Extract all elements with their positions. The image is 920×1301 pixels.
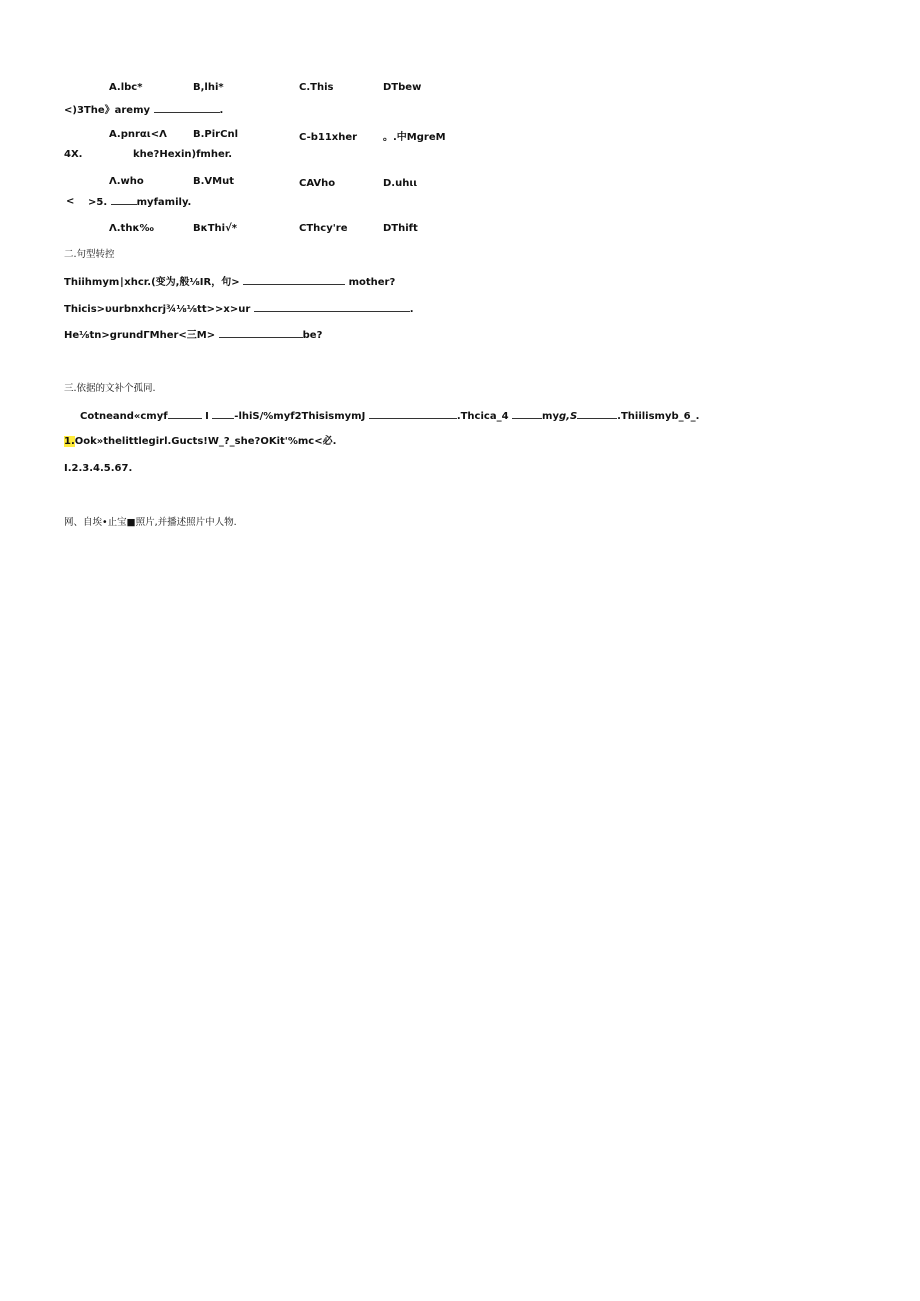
q3-option-d: 。.中MgreM bbox=[383, 132, 446, 143]
section-2-title: 二.句型转控 bbox=[64, 249, 115, 260]
passage-text: Ook»thelittlegirl.Gucts!W_?_she?OKit'%mc<必. bbox=[74, 436, 337, 447]
answer-blank bbox=[154, 103, 220, 113]
question-5-text: myfamily. bbox=[136, 197, 192, 208]
question-5-mark: < bbox=[66, 196, 75, 207]
sentence-2-text: Thicis>υurbnxhcrj¾⅛⅛tt>>x>ur bbox=[64, 304, 251, 315]
highlight-marker: 1. bbox=[64, 436, 75, 447]
q5-option-d: DThift bbox=[383, 223, 418, 234]
answer-blank bbox=[212, 409, 234, 419]
q4-option-b: B.VMut bbox=[193, 176, 235, 187]
question-4-number: 4X. bbox=[64, 149, 83, 160]
q5-option-b: BκThi√* bbox=[193, 223, 237, 234]
sentence-3 bbox=[64, 328, 322, 343]
question-3 bbox=[64, 103, 223, 118]
section-4-title: 网、自埃•止宝■照片,并播述照片中人物. bbox=[64, 517, 237, 528]
answer-blank bbox=[369, 409, 457, 419]
q5-option-c: CThcy're bbox=[299, 223, 348, 234]
sentence-3-text: He⅛tn>grundΓMher<三M> bbox=[64, 330, 216, 341]
passage-line-1 bbox=[80, 409, 699, 424]
sentence-3-end: be? bbox=[302, 330, 323, 341]
sentence-1 bbox=[64, 275, 395, 290]
question-3-text: <)3The》aremy bbox=[64, 105, 151, 116]
answer-blank bbox=[111, 195, 137, 205]
answer-blank bbox=[168, 409, 202, 419]
passage-text: my bbox=[542, 411, 559, 422]
q3-option-c: C-b11xher bbox=[299, 132, 358, 143]
passage-line-2 bbox=[64, 435, 336, 449]
question-5 bbox=[88, 195, 191, 210]
q2-option-b: B,lhi* bbox=[193, 82, 224, 93]
answer-blank bbox=[219, 328, 303, 338]
answer-numbers: I.2.3.4.5.67. bbox=[64, 463, 133, 474]
answer-blank bbox=[254, 302, 410, 312]
passage-text: .Thcica_4 bbox=[456, 411, 509, 422]
answer-blank bbox=[577, 409, 617, 419]
question-3-end: . bbox=[219, 105, 224, 116]
q2-option-d: DTbew bbox=[383, 82, 422, 93]
answer-blank bbox=[243, 275, 345, 285]
q2-option-c: C.This bbox=[299, 82, 334, 93]
q2-option-a: A.lbc* bbox=[109, 82, 143, 93]
sentence-1-text: Thiihmym∣xhcr.(变为,般⅛IR，句> bbox=[64, 277, 240, 288]
section-3-title: 三.依据的文补个孤同. bbox=[64, 383, 156, 394]
question-4-text: khe?Hexin)fmher. bbox=[133, 149, 233, 160]
passage-text: Cotneand«cmyf bbox=[80, 411, 168, 422]
passage-text: -lhiS/%myf2ThisismymJ bbox=[234, 411, 366, 422]
q3-option-b: B.PirCnl bbox=[193, 129, 238, 140]
passage-text: .Thiilismyb_6_. bbox=[617, 411, 700, 422]
q4-option-a: Λ.who bbox=[109, 176, 144, 187]
sentence-2-end: . bbox=[409, 304, 414, 315]
q4-option-c: CAVho bbox=[299, 178, 336, 189]
sentence-1-end: mother? bbox=[348, 277, 396, 288]
answer-blank bbox=[512, 409, 542, 419]
q3-option-a: A.pnrαι<Λ bbox=[109, 129, 167, 140]
passage-text: g,S bbox=[558, 411, 578, 422]
passage-text: I bbox=[205, 411, 209, 422]
question-5-number: >5. bbox=[88, 197, 108, 208]
sentence-2 bbox=[64, 302, 414, 317]
q4-option-d: D.uhιι bbox=[383, 178, 418, 189]
q5-option-a: Λ.thκ‰ bbox=[109, 223, 154, 234]
